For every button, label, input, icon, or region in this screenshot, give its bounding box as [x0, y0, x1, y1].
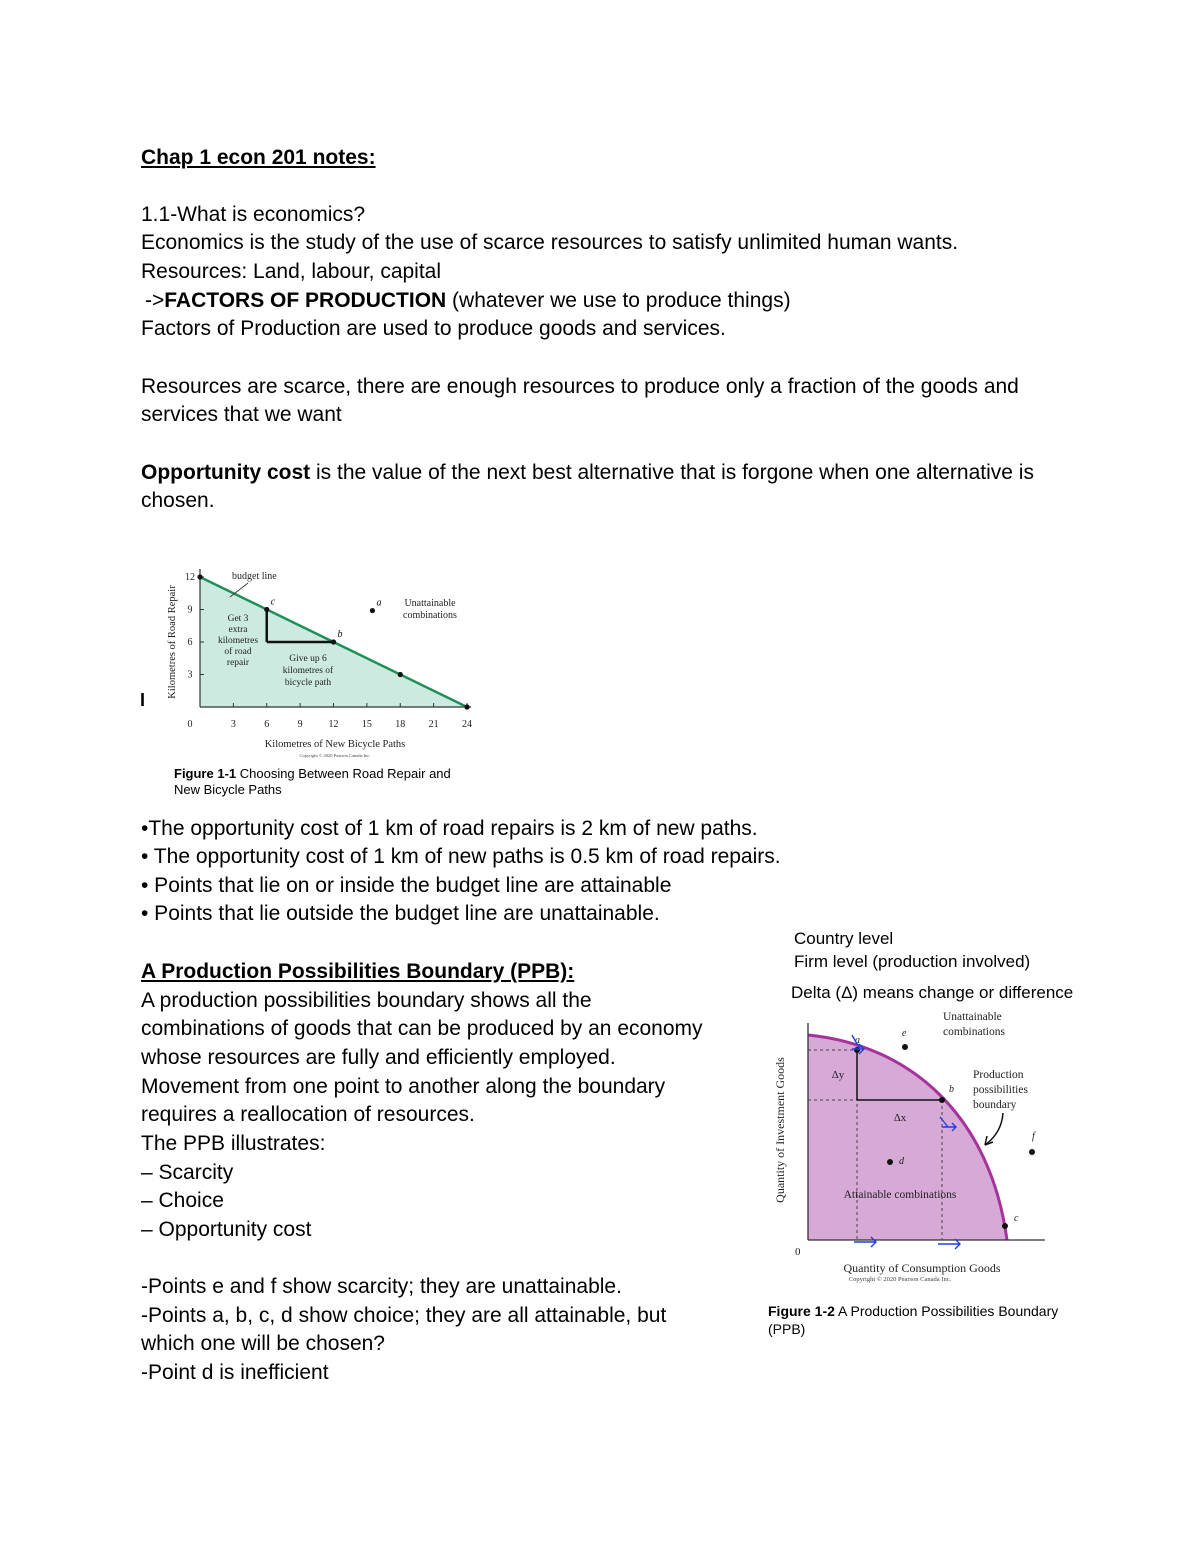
- stray-mark: I: [140, 690, 146, 710]
- point-label-b: b: [949, 1084, 954, 1095]
- x-tick-label: 21: [428, 719, 439, 730]
- boundary-pointer-arrow: [985, 1113, 1003, 1145]
- ppb-body-6: The PPB illustrates:: [141, 1132, 326, 1155]
- point-c: [264, 607, 269, 612]
- y-tick-label: 9: [187, 604, 193, 616]
- figure-2-note-firm: Firm level (production involved): [794, 952, 1031, 971]
- x-axis-label: Kilometres of New Bicycle Paths: [264, 739, 406, 750]
- point-label-a: a: [376, 597, 382, 609]
- boundary-label: Production: [973, 1069, 1024, 1081]
- unattainable-label: combinations: [403, 610, 457, 621]
- y-axis-label: Kilometres of Road Repair: [167, 585, 178, 699]
- scarce-line-1: Resources are scarce, there are enough resources to produce only a fraction of the goods and: [141, 375, 1019, 398]
- boundary-label: boundary: [973, 1099, 1017, 1111]
- ppb-heading: A Production Possibilities Boundary (PPB):: [141, 960, 575, 983]
- get-more-label: repair: [226, 658, 250, 668]
- ppb-list-opportunity-cost: – Opportunity cost: [141, 1218, 312, 1241]
- opportunity-cost-line: [141, 459, 1034, 487]
- figure-2-copyright: Copyright © 2020 Pearson Canada Inc.: [848, 1276, 952, 1283]
- economics-definition: Economics is the study of the use of scarce resources to satisfy unlimited human wants.: [141, 231, 959, 254]
- ppb-points-3: which one will be chosen?: [141, 1332, 385, 1355]
- bullet-3: • Points that lie on or inside the budget line are attainable: [141, 874, 672, 897]
- factors-rest: (whatever we use to produce things): [446, 289, 791, 312]
- x-tick-label: 6: [264, 719, 270, 730]
- give-up-label: Give up 6: [289, 654, 327, 664]
- point-label-e: e: [902, 1028, 907, 1039]
- bullet-4: • Points that lie outside the budget line are unattainable.: [141, 902, 660, 925]
- factors-line: [145, 287, 791, 315]
- get-more-label: extra: [228, 625, 248, 635]
- ppb-list-scarcity: – Scarcity: [141, 1161, 234, 1184]
- y-axis-label: Quantity of Investment Goods: [773, 1057, 787, 1203]
- scarce-line-2: services that we want: [141, 403, 342, 426]
- ppb-points-2: -Points a, b, c, d show choice; they are all attainable, but: [141, 1304, 667, 1327]
- budget-line-label: budget line: [232, 571, 277, 582]
- x-tick-label: 12: [328, 719, 339, 730]
- x-tick-label: 18: [395, 719, 406, 730]
- give-up-label: bicycle path: [284, 678, 332, 688]
- resources-line: Resources: Land, labour, capital: [141, 260, 442, 283]
- x-tick-label: 0: [187, 719, 193, 730]
- point-f: [1029, 1149, 1035, 1155]
- attainable-label: Attainable combinations: [843, 1189, 957, 1201]
- bullet-2: • The opportunity cost of 1 km of new paths is 0.5 km of road repairs.: [141, 845, 781, 868]
- opportunity-cost-line-2: chosen.: [141, 489, 215, 512]
- figure-2-note-country: Country level: [794, 929, 894, 948]
- factors-bold: FACTORS OF PRODUCTION: [164, 289, 447, 312]
- point-b: [939, 1097, 945, 1103]
- ppb-points-4: -Point d is inefficient: [141, 1361, 329, 1384]
- x-tick-label: 15: [361, 719, 372, 730]
- y-tick-label: 12: [185, 572, 195, 583]
- origin-label: 0: [795, 1246, 801, 1258]
- figure-1-caption-line-2: New Bicycle Paths: [174, 782, 282, 797]
- point-marker: [197, 574, 202, 579]
- point-e: [902, 1044, 908, 1050]
- y-tick-label: 3: [187, 669, 193, 681]
- ppb-body-3: whose resources are fully and efficiently employed.: [141, 1046, 616, 1069]
- point-b: [331, 639, 336, 644]
- point-label-d: d: [899, 1156, 904, 1167]
- delta-y-label: Δy: [831, 1069, 845, 1081]
- point-label-c: c: [270, 596, 276, 608]
- unattainable-label: Unattainable: [943, 1011, 1002, 1023]
- ppb-body-4: Movement from one point to another along the boundary: [141, 1075, 666, 1098]
- point-marker: [398, 672, 403, 677]
- point-label-f: f: [1032, 1131, 1035, 1142]
- figure-2-caption-label: Figure 1-2: [768, 1303, 835, 1319]
- x-tick-label: 3: [230, 719, 236, 730]
- x-tick-label: 9: [297, 719, 303, 730]
- point-label-c: c: [1014, 1213, 1019, 1224]
- boundary-label: possibilities: [973, 1084, 1028, 1096]
- give-up-label: kilometres of: [282, 666, 334, 676]
- figure-2-caption-line-2: (PPB): [768, 1321, 806, 1337]
- unattainable-label: Unattainable: [404, 598, 456, 609]
- unattainable-label: combinations: [943, 1026, 1005, 1038]
- get-more-label: of road: [224, 647, 252, 657]
- point-a: [370, 608, 375, 613]
- point-marker: [464, 704, 469, 709]
- ppb-body-5: requires a reallocation of resources.: [141, 1103, 475, 1126]
- figure-1-chart: [160, 555, 490, 758]
- bullet-1: •The opportunity cost of 1 km of road repairs is 2 km of new paths.: [141, 817, 758, 840]
- section-heading: 1.1-What is economics?: [141, 203, 366, 226]
- get-more-label: kilometres: [217, 636, 259, 646]
- point-label-b: b: [337, 629, 343, 640]
- ppb-points-1: -Points e and f show scarcity; they are unattainable.: [141, 1275, 622, 1298]
- opportunity-cost-term: Opportunity cost: [141, 461, 311, 484]
- figure-1-copyright: Copyright © 2020 Pearson Canada Inc.: [299, 753, 371, 758]
- figure-1-caption-label: Figure 1-1: [174, 766, 237, 781]
- point-label-a: a: [855, 1035, 860, 1046]
- figure-2-caption: [768, 1303, 1058, 1319]
- ppb-body-2: combinations of goods that can be produced by an economy: [141, 1017, 703, 1040]
- x-axis-label: Quantity of Consumption Goods: [843, 1261, 1001, 1275]
- ppb-body-1: A production possibilities boundary shows all the: [141, 989, 592, 1012]
- factors-used-line: Factors of Production are used to produce goods and services.: [141, 317, 726, 340]
- figure-2-chart: [770, 1005, 1070, 1285]
- point-c: [1002, 1223, 1008, 1229]
- ppb-list-choice: – Choice: [141, 1189, 224, 1212]
- figure-2-note-delta: Delta (Δ) means change or difference: [791, 983, 1074, 1002]
- figure-1-caption: [174, 766, 451, 782]
- point-d: [887, 1159, 893, 1165]
- delta-x-label: Δx: [893, 1112, 907, 1124]
- x-tick-label: 24: [462, 719, 472, 730]
- figure-2-caption-text: A Production Possibilities Boundary: [834, 1303, 1059, 1319]
- attainable-region: [808, 1035, 1007, 1240]
- page-title: Chap 1 econ 201 notes:: [141, 146, 376, 169]
- y-tick-label: 6: [187, 637, 193, 648]
- opportunity-cost-rest: is the value of the next best alternative that is forgone when one alternative is: [310, 461, 1034, 484]
- get-more-label: Get 3: [227, 614, 249, 624]
- factors-arrow: ->: [145, 289, 165, 312]
- figure-1-caption-text: Choosing Between Road Repair and: [236, 766, 451, 781]
